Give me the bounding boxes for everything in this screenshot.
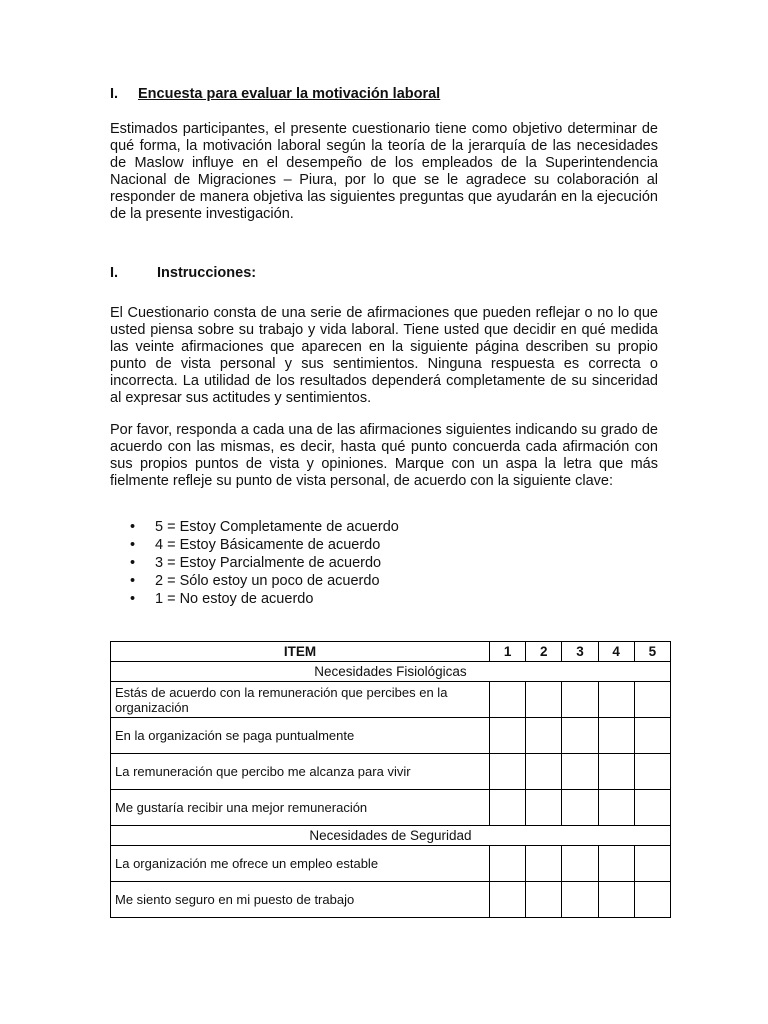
answer-cell-1[interactable] [490, 754, 526, 790]
answer-cell-2[interactable] [526, 754, 562, 790]
answer-cell-2[interactable] [526, 790, 562, 826]
item-text: Me siento seguro en mi puesto de trabajo [111, 882, 490, 918]
answer-cell-3[interactable] [562, 718, 598, 754]
section-row [111, 662, 671, 682]
scale-item: • 2 = Sólo estoy un poco de acuerdo [110, 572, 399, 590]
scale-list [110, 518, 399, 608]
answer-cell-4[interactable] [598, 846, 634, 882]
scale-item: • 1 = No estoy de acuerdo [110, 590, 399, 608]
answer-cell-1[interactable] [490, 790, 526, 826]
item-text: Estás de acuerdo con la remuneración que percibes en la organización [111, 682, 490, 718]
header-score-1: 1 [490, 642, 526, 662]
section-number: I. [110, 265, 119, 281]
item-text: Me gustaría recibir una mejor remuneración [111, 790, 490, 826]
answer-cell-1[interactable] [490, 846, 526, 882]
answer-cell-5[interactable] [634, 682, 670, 718]
instructions-paragraph: El Cuestionario consta de una serie de afirmaciones que pueden reflejar o no lo que usted piensa sobre su trabajo y vida laboral. Tiene usted que decidir en qué medida las veinte afirmaciones que aparecen en la siguiente página describen su propio punto de vista personal y sus sentimientos. Ninguna respuesta es correcta o incorrecta. La utilidad de los resultados dependerá completamente de su sinceridad al expresar sus actitudes y sentimientos. [110, 305, 658, 406]
table-row [111, 882, 671, 918]
section-row [111, 826, 671, 846]
scale-item: • 3 = Estoy Parcialmente de acuerdo [110, 554, 399, 572]
table-header-row [111, 642, 671, 662]
section-title: Encuesta para evaluar la motivación laboral [138, 86, 441, 102]
answer-cell-4[interactable] [598, 718, 634, 754]
header-score-2: 2 [526, 642, 562, 662]
section-title-security: Necesidades de Seguridad [111, 826, 671, 846]
header-score-5: 5 [634, 642, 670, 662]
item-text: La organización me ofrece un empleo estable [111, 846, 490, 882]
answer-cell-3[interactable] [562, 882, 598, 918]
table-row [111, 846, 671, 882]
header-score-4: 4 [598, 642, 634, 662]
section-title: Instrucciones: [157, 265, 257, 281]
answer-cell-4[interactable] [598, 754, 634, 790]
answer-cell-2[interactable] [526, 882, 562, 918]
answer-cell-3[interactable] [562, 682, 598, 718]
table-row [111, 754, 671, 790]
answer-cell-5[interactable] [634, 882, 670, 918]
header-item: ITEM [111, 642, 490, 662]
answer-cell-4[interactable] [598, 682, 634, 718]
item-text: La remuneración que percibo me alcanza para vivir [111, 754, 490, 790]
answer-cell-1[interactable] [490, 718, 526, 754]
scale-item: • 5 = Estoy Completamente de acuerdo [110, 518, 399, 536]
answer-cell-5[interactable] [634, 846, 670, 882]
item-text: En la organización se paga puntualmente [111, 718, 490, 754]
answer-cell-3[interactable] [562, 790, 598, 826]
answer-cell-4[interactable] [598, 882, 634, 918]
table-row [111, 718, 671, 754]
section-number: I. [110, 86, 119, 102]
table-row [111, 682, 671, 718]
answer-cell-5[interactable] [634, 718, 670, 754]
section-heading-survey [110, 86, 440, 102]
scale-item: • 4 = Estoy Básicamente de acuerdo [110, 536, 399, 554]
table-row [111, 790, 671, 826]
answer-cell-3[interactable] [562, 846, 598, 882]
section-heading-instructions [110, 265, 256, 281]
answer-cell-1[interactable] [490, 682, 526, 718]
answer-cell-1[interactable] [490, 882, 526, 918]
answer-cell-3[interactable] [562, 754, 598, 790]
answer-cell-2[interactable] [526, 682, 562, 718]
answer-cell-2[interactable] [526, 846, 562, 882]
response-instructions-paragraph: Por favor, responda a cada una de las afirmaciones siguientes indicando su grado de acuerdo con las mismas, es decir, hasta qué punto concuerda cada afirmación con sus propios puntos de vista y opiniones. Marque con un aspa la letra que más fielmente refleje su punto de vista personal, de acuerdo con la siguiente clave: [110, 422, 658, 489]
answer-cell-4[interactable] [598, 790, 634, 826]
answer-cell-2[interactable] [526, 718, 562, 754]
answer-cell-5[interactable] [634, 754, 670, 790]
section-title-physiological: Necesidades Fisiológicas [111, 662, 671, 682]
answer-cell-5[interactable] [634, 790, 670, 826]
header-score-3: 3 [562, 642, 598, 662]
intro-paragraph: Estimados participantes, el presente cuestionario tiene como objetivo determinar de qué forma, la motivación laboral según la teoría de la jerarquía de las necesidades de Maslow influye en el desempeño de los empleados de la Superintendencia Nacional de Migraciones – Piura, por lo que se le agradece su colaboración al responder de manera objetiva las siguientes preguntas que ayudarán en la ejecución de la presente investigación. [110, 121, 658, 222]
survey-table [110, 641, 671, 918]
